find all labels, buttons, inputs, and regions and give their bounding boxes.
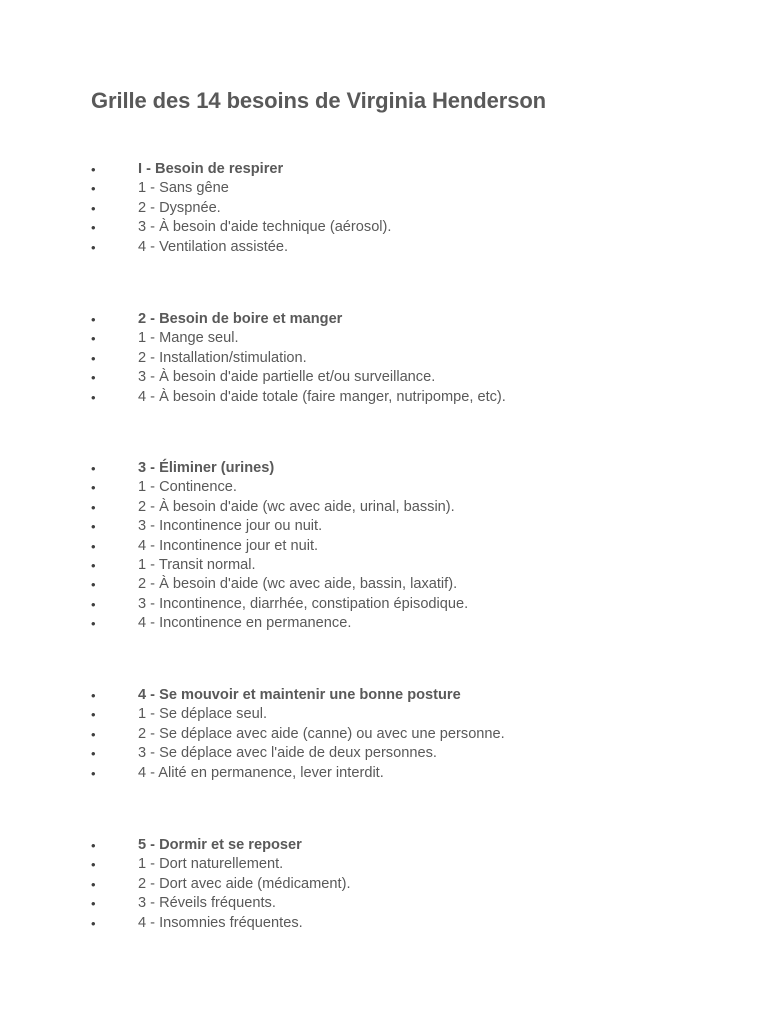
section-heading-text: 5 - Dormir et se reposer [138, 837, 302, 853]
list-item-text: 3 - À besoin d'aide partielle et/ou surveillance. [138, 369, 436, 386]
bullet-marker: • [91, 220, 96, 236]
bullet-marker: • [91, 746, 96, 762]
bullet-marker: • [91, 480, 96, 496]
list-item [91, 368, 711, 387]
list-item [91, 478, 711, 497]
list-item-text: 2 - À besoin d'aide (wc avec aide, urinal, bassin). [138, 498, 455, 515]
bullet-marker: • [91, 577, 96, 593]
section-se-mouvoir [91, 686, 711, 783]
list-item [91, 388, 711, 407]
list-item-text: 3 - Réveils fréquents. [138, 895, 276, 912]
bullet-marker: • [91, 688, 96, 703]
list-item [91, 855, 711, 874]
list-item [91, 179, 711, 198]
bullet-marker: • [91, 162, 96, 177]
bullet-marker: • [91, 857, 96, 873]
list-item-text: 4 - Insomnies fréquentes. [138, 914, 303, 931]
list-item [91, 238, 711, 257]
list-item-text: 4 - À besoin d'aide totale (faire manger, nutripompe, etc). [138, 388, 506, 405]
list-item-text: 4 - Alité en permanence, lever interdit. [138, 764, 384, 781]
bullet-marker: • [91, 765, 96, 781]
list-item [91, 875, 711, 894]
list-item [91, 595, 711, 614]
section-heading-text: 4 - Se mouvoir et maintenir une bonne posture [138, 687, 461, 703]
list-item-text: 2 - Dyspnée. [138, 199, 221, 216]
list-item [91, 349, 711, 368]
list-item [91, 914, 711, 933]
list-item [91, 517, 711, 536]
list-item [91, 725, 711, 744]
section-heading [91, 459, 711, 478]
bullet-marker: • [91, 596, 96, 612]
section-eliminer [91, 459, 711, 634]
list-item [91, 498, 711, 517]
bullet-marker: • [91, 239, 96, 255]
bullet-marker: • [91, 461, 96, 476]
list-item-text: 4 - Ventilation assistée. [138, 238, 289, 255]
list-item-text: 1 - Dort naturellement. [138, 856, 284, 873]
bullet-marker: • [91, 499, 96, 515]
list-item-text: 4 - Incontinence jour et nuit. [138, 537, 319, 554]
list-item-text: 3 - À besoin d'aide technique (aérosol). [138, 219, 392, 236]
document-title: Grille des 14 besoins de Virginia Henderson [91, 88, 547, 113]
bullet-marker: • [91, 389, 96, 405]
list-item [91, 705, 711, 724]
list-item [91, 537, 711, 556]
bullet-marker: • [91, 331, 96, 347]
list-item-text: 3 - Incontinence, diarrhée, constipation épisodique. [138, 595, 469, 612]
list-item-text: 2 - Installation/stimulation. [138, 349, 307, 366]
section-heading [91, 836, 711, 855]
section-heading-text: 2 - Besoin de boire et manger [138, 311, 343, 327]
list-item-text: 1 - Continence. [138, 479, 237, 496]
list-item [91, 894, 711, 913]
list-item-text: 4 - Incontinence en permanence. [138, 615, 352, 632]
list-item-text: 3 - Incontinence jour ou nuit. [138, 518, 323, 535]
bullet-marker: • [91, 181, 96, 197]
list-item-text: 1 - Sans gêne [138, 180, 229, 197]
list-item [91, 575, 711, 594]
list-item [91, 556, 711, 575]
bullet-marker: • [91, 350, 96, 366]
list-item [91, 744, 711, 763]
list-item-text: 2 - À besoin d'aide (wc avec aide, bassin, laxatif). [138, 576, 458, 593]
section-boire-manger [91, 310, 711, 407]
bullet-marker: • [91, 519, 96, 535]
bullet-marker: • [91, 538, 96, 554]
list-item-text: 1 - Se déplace seul. [138, 706, 267, 723]
bullet-marker: • [91, 707, 96, 723]
bullet-marker: • [91, 915, 96, 931]
bullet-marker: • [91, 370, 96, 386]
list-item-text: 1 - Transit normal. [138, 556, 256, 573]
bullet-marker: • [91, 616, 96, 632]
list-item-text: 1 - Mange seul. [138, 330, 239, 347]
list-item [91, 218, 711, 237]
list-item-text: 3 - Se déplace avec l'aide de deux personnes. [138, 745, 437, 762]
bullet-marker: • [91, 200, 96, 216]
section-heading-text: I - Besoin de respirer [138, 161, 284, 177]
bullet-marker: • [91, 896, 96, 912]
bullet-marker: • [91, 557, 96, 573]
section-heading-text: 3 - Éliminer (urines) [138, 460, 275, 476]
list-item [91, 199, 711, 218]
list-item [91, 614, 711, 633]
section-dormir [91, 836, 711, 933]
bullet-marker: • [91, 312, 96, 327]
section-heading [91, 686, 711, 705]
list-item-text: 2 - Se déplace avec aide (canne) ou avec une personne. [138, 725, 505, 742]
section-respirer [91, 160, 711, 257]
list-item [91, 329, 711, 348]
section-heading [91, 160, 711, 179]
bullet-marker: • [91, 726, 96, 742]
section-heading [91, 310, 711, 329]
list-item-text: 2 - Dort avec aide (médicament). [138, 875, 351, 892]
list-item [91, 764, 711, 783]
bullet-marker: • [91, 876, 96, 892]
bullet-marker: • [91, 838, 96, 853]
